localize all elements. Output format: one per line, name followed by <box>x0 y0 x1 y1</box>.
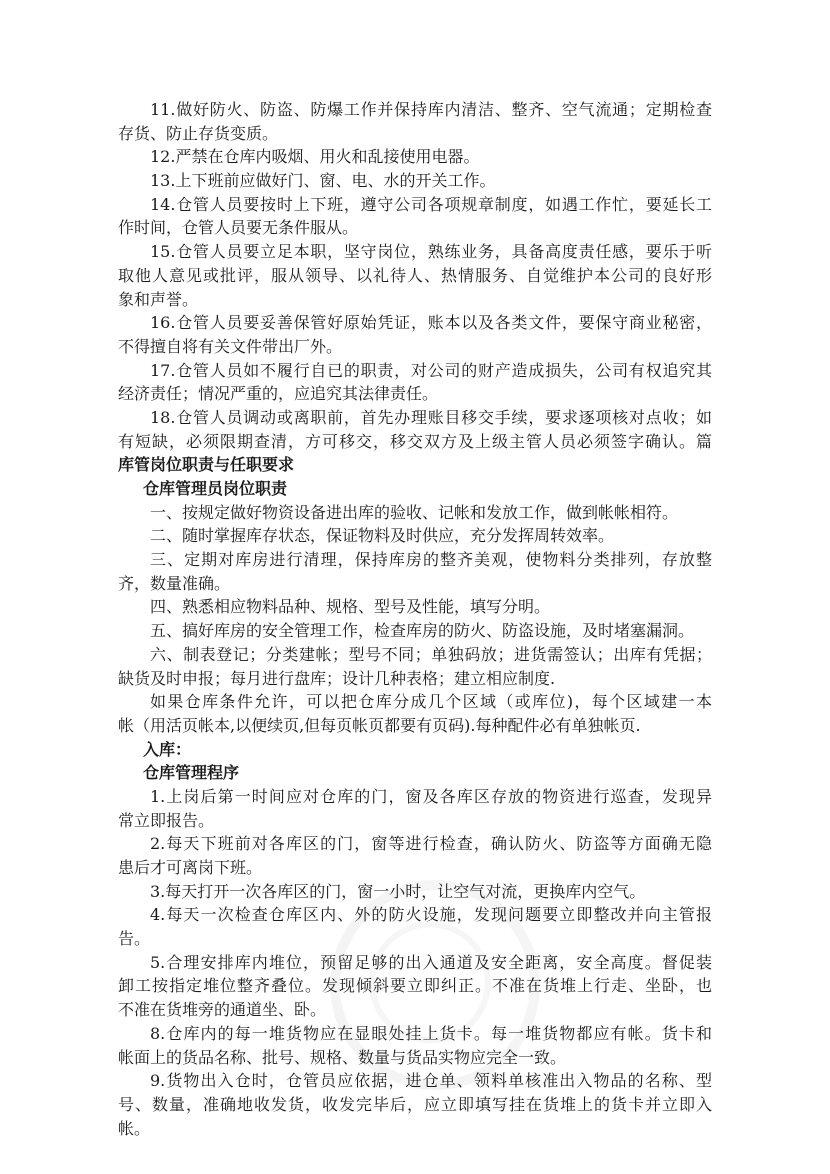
section-heading: 仓库管理程序 <box>143 763 240 783</box>
text-line: 存货、防止存货变质。 <box>118 123 279 143</box>
text-line: 17.仓管人员如不履行自已的职责，对公司的财产造成损失，公司有权追究其 <box>150 360 712 380</box>
text-line: 帐（用活页帐本,以便续页,但每页帐页都要有页码).每种配件必有单独帐页. <box>118 715 641 735</box>
text-line: 有短缺，必须限期查清，方可移交，移交双方及上级主管人员必须签字确认。篇 <box>118 431 712 451</box>
text-line: 12.严禁在仓库内吸烟、用火和乱接使用电器。 <box>150 147 480 167</box>
section-heading: 库管岗位职责与任职要求 <box>118 455 295 475</box>
text-line: 经济责任；情况严重的，应追究其法律责任。 <box>118 384 439 404</box>
text-line: 六、制表登记；分类建帐；型号不同；单独码放；进货需签认；出库有凭据； <box>150 644 712 664</box>
text-line: 9.货物出入仓时，仓管员应依据，进仓单、领料单核准出入物品的名称、型 <box>150 1071 712 1091</box>
text-line: 2.每天下班前对各库区的门，窗等进行检查，确认防火、防盗等方面确无隐 <box>150 834 712 854</box>
text-line: 帐面上的货品名称、批号、规格、数量与货品实物应完全一致。 <box>118 1047 567 1067</box>
text-line: 15.仓管人员要立足本职，坚守岗位，熟练业务，具备高度责任感，要乐于听 <box>150 242 712 262</box>
section-heading: 入库： <box>143 739 192 759</box>
text-line: 3.每天打开一次各库区的门，窗一小时，让空气对流，更换库内空气。 <box>150 881 646 901</box>
text-line: 三、定期对库房进行清理，保持库房的整齐美观，使物料分类排列，存放整 <box>150 550 712 570</box>
text-line: 11.做好防火、防盗、防爆工作并保持库内清洁、整齐、空气流通；定期检查 <box>150 100 712 119</box>
text-line: 作时间，仓管人员要无条件服从。 <box>118 218 359 238</box>
text-line: 18.仓管人员调动或离职前，首先办理账目移交手续，要求逐项核对点收；如 <box>150 407 712 427</box>
text-line: 如果仓库条件允许，可以把仓库分成几个区域（或库位)，每个区域建一本 <box>150 692 712 712</box>
text-line: 卸工按指定堆位整齐叠位。发现倾斜要立即纠正。不准在货堆上行走、坐卧，也 <box>118 976 712 996</box>
text-line: 一、按规定做好物资设备进出库的验收、记帐和发放工作，做到帐帐相符。 <box>150 502 679 522</box>
text-line: 患后才可离岗下班。 <box>118 858 263 877</box>
text-line: 5.合理安排库内堆位，预留足够的出入通道及安全距离，安全高度。督促装 <box>150 952 712 972</box>
text-line: 二、随时掌握库存状态，保证物料及时供应，充分发挥周转效率。 <box>150 526 615 546</box>
text-line: 8.仓库内的每一堆货物应在显眼处挂上货卡。每一堆货物都应有帐。货卡和 <box>150 1023 712 1043</box>
text-line: 四、熟悉相应物料品种、规格、型号及性能，填写分明。 <box>150 597 551 617</box>
text-line: 常立即报告。 <box>118 810 215 830</box>
text-line: 取他人意见或批评，服从领导、以礼待人、热情服务、自觉维护本公司的良好形 <box>118 265 712 285</box>
text-line: 1.上岗后第一时间应对仓库的门，窗及各库区存放的物资进行巡查，发现异 <box>150 786 712 806</box>
text-line: 16.仓管人员要妥善保管好原始凭证，账本以及各类文件，要保守商业秘密， <box>150 313 712 333</box>
text-line: 4.每天一次检查仓库区内、外的防火设施，发现问题要立即整改并向主管报 <box>150 905 712 925</box>
text-line: 不得擅自将有关文件带出厂外。 <box>118 336 343 356</box>
text-line: 14.仓管人员要按时上下班，遵守公司各项规章制度，如遇工作忙，要延长工 <box>150 194 712 214</box>
text-line: 13.上下班前应做好门、窗、电、水的开关工作。 <box>150 171 496 191</box>
document-body <box>118 98 712 1140</box>
text-line: 帐。 <box>118 1118 151 1138</box>
text-line: 象和声誉。 <box>118 289 199 309</box>
section-heading: 仓库管理员岗位职责 <box>143 479 288 498</box>
text-line: 不准在货堆旁的通道坐、卧。 <box>118 1000 327 1020</box>
text-line: 齐，数量准确。 <box>118 573 231 593</box>
text-line: 告。 <box>118 929 151 949</box>
text-line: 五、搞好库房的安全管理工作，检查库房的防火、防盗设施，及时堵塞漏洞。 <box>150 621 695 641</box>
text-line: 缺货及时申报；每月进行盘库；设计几种表格；建立相应制度. <box>118 668 556 688</box>
text-line: 号、数量，准确地收发货，收发完毕后，应立即填写挂在货堆上的货卡并立即入 <box>118 1094 712 1114</box>
